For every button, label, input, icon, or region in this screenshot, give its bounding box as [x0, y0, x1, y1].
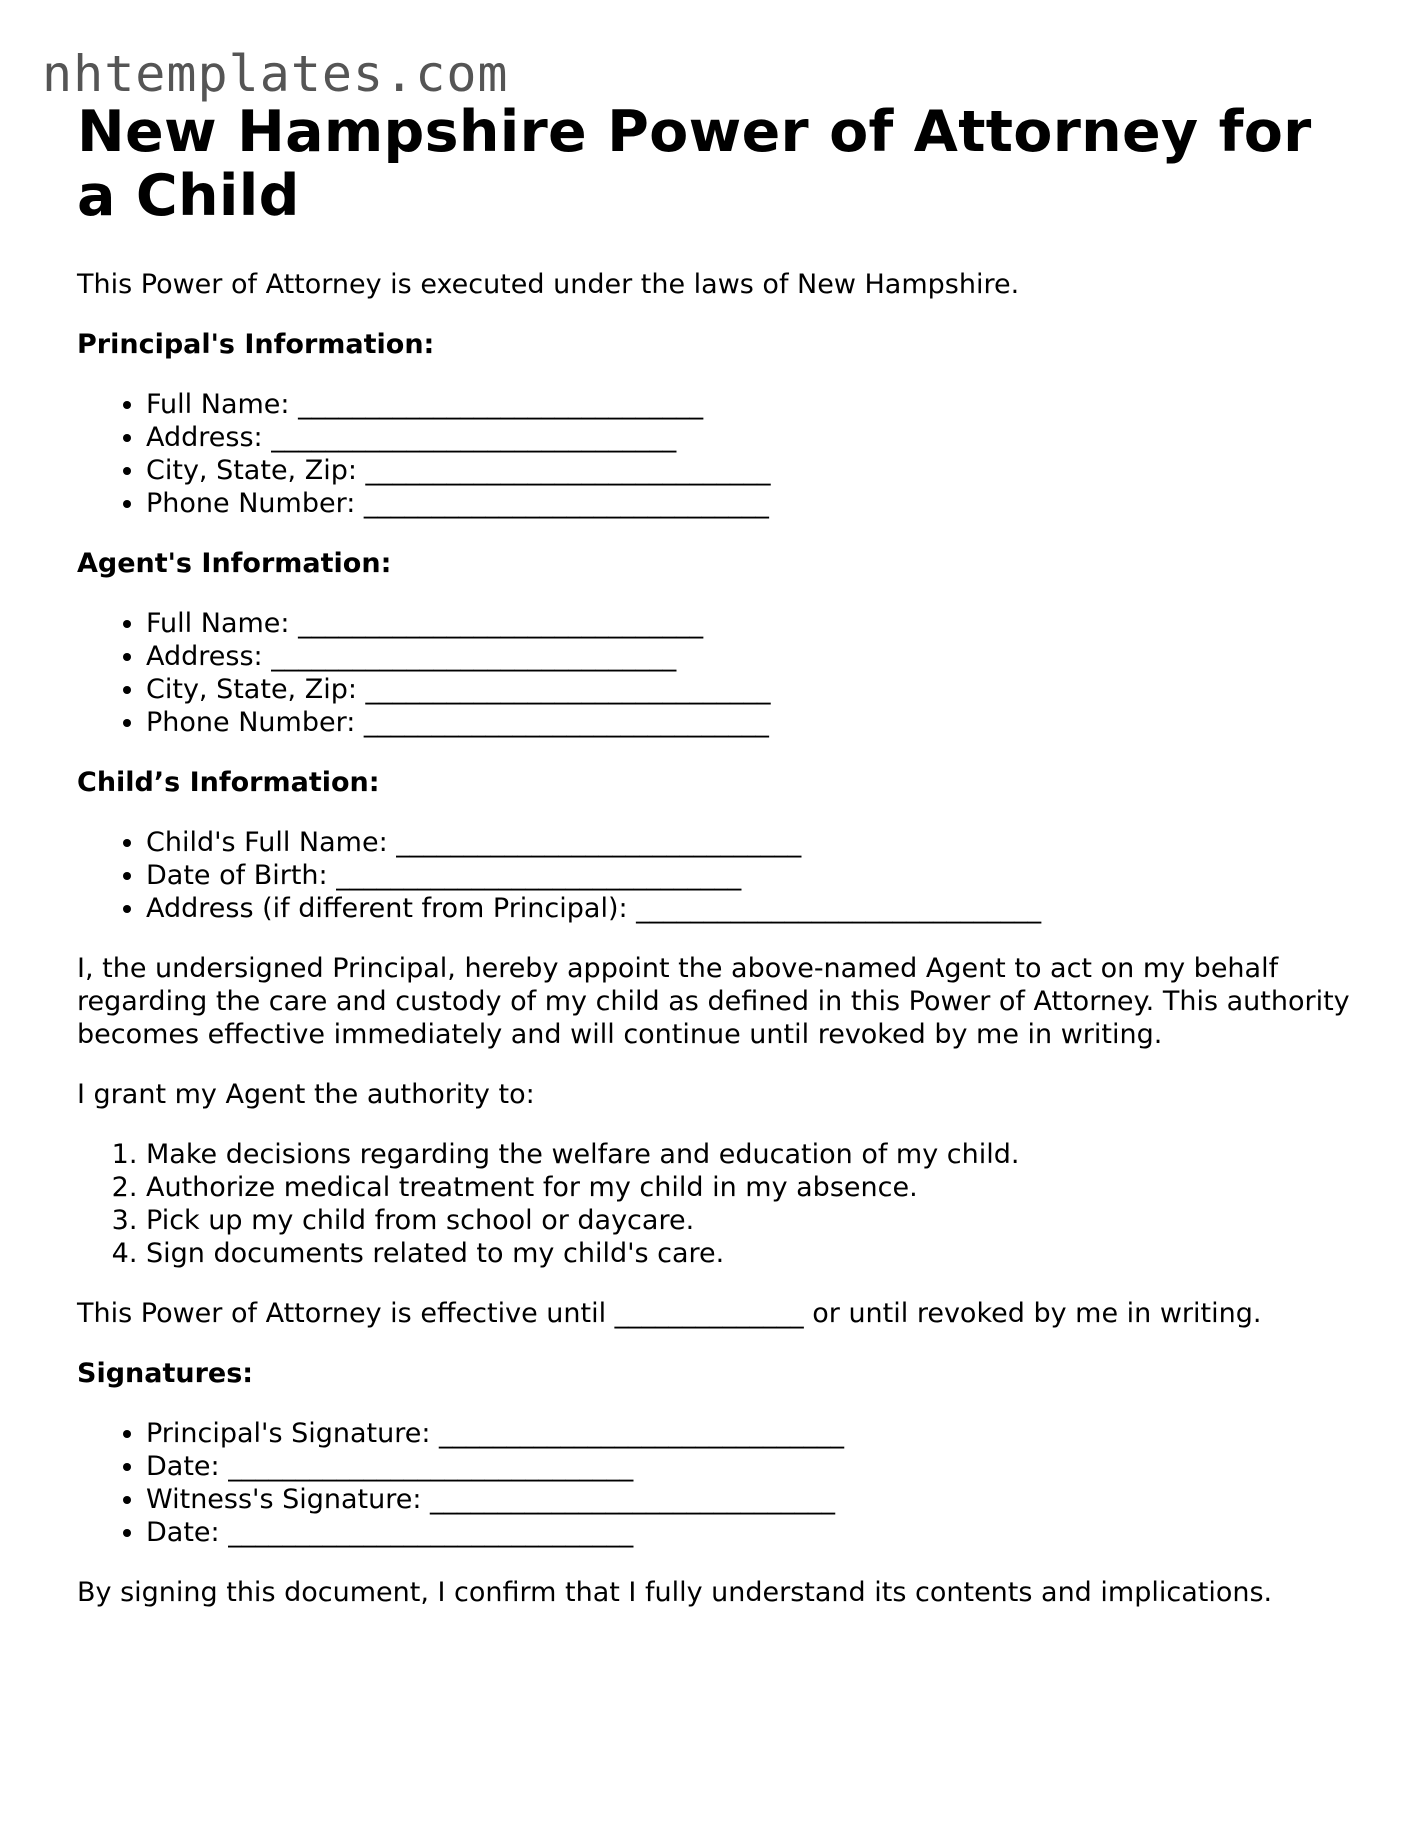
page-title: New Hampshire Power of Attorney for a Child	[77, 99, 1312, 229]
power-item: 4. Sign documents related to my child's care.	[146, 1237, 1367, 1270]
agent-heading: Agent's Information:	[77, 548, 392, 579]
principal-city-state-zip-field[interactable]: • City, State, Zip: ______________________________	[146, 454, 1367, 487]
agent-address-field[interactable]: • Address: ______________________________	[146, 640, 1367, 673]
child-heading: Child’s Information:	[77, 767, 380, 798]
principal-fields	[77, 388, 1367, 520]
agent-city-state-zip-field[interactable]: • City, State, Zip: ______________________________	[146, 673, 1367, 706]
appointment-paragraph: I, the undersigned Principal, hereby appoint the above-named Agent to act on my behalf regarding the care and custody of my child as defined in this Power of Attorney. This authority becomes effective immediately and will continue until revoked by me in writing.	[77, 953, 1350, 1050]
principal-address-field[interactable]: • Address: ______________________________	[146, 421, 1367, 454]
principal-date-field[interactable]: • Date: ______________________________	[146, 1450, 1367, 1483]
child-address-field[interactable]: • Address (if different from Principal): ______________________________	[146, 892, 1367, 925]
principal-signature-field[interactable]: • Principal's Signature: ______________________________	[146, 1417, 1367, 1450]
witness-signature-field[interactable]: • Witness's Signature: ______________________________	[146, 1483, 1367, 1516]
child-dob-field[interactable]: • Date of Birth: ______________________________	[146, 859, 1367, 892]
agent-phone-field[interactable]: • Phone Number: ______________________________	[146, 706, 1367, 739]
closing-paragraph: By signing this document, I confirm that I fully understand its contents and implications.	[77, 1577, 1273, 1608]
powers-list	[77, 1138, 1367, 1270]
child-fields	[77, 826, 1367, 925]
intro-paragraph: This Power of Attorney is executed under the laws of New Hampshire.	[77, 269, 1020, 300]
child-full-name-field[interactable]: • Child's Full Name: ______________________________	[146, 826, 1367, 859]
signatures-heading: Signatures:	[77, 1358, 254, 1389]
document-page	[77, 100, 1367, 1609]
witness-date-field[interactable]: • Date: ______________________________	[146, 1516, 1367, 1549]
principal-heading: Principal's Information:	[77, 329, 435, 360]
agent-full-name-field[interactable]: • Full Name: ______________________________	[146, 607, 1367, 640]
watermark: nhtemplates.com	[42, 45, 509, 103]
effective-until-paragraph[interactable]: This Power of Attorney is effective until ______________ or until revoked by me in writing.	[77, 1298, 1262, 1329]
grant-intro: I grant my Agent the authority to:	[77, 1079, 535, 1110]
power-item: 3. Pick up my child from school or daycare.	[146, 1204, 1367, 1237]
power-item: 2. Authorize medical treatment for my child in my absence.	[146, 1171, 1367, 1204]
principal-phone-field[interactable]: • Phone Number: ______________________________	[146, 487, 1367, 520]
signature-fields	[77, 1417, 1367, 1549]
agent-fields	[77, 607, 1367, 739]
principal-full-name-field[interactable]: • Full Name: ______________________________	[146, 388, 1367, 421]
power-item: 1. Make decisions regarding the welfare and education of my child.	[146, 1138, 1367, 1171]
